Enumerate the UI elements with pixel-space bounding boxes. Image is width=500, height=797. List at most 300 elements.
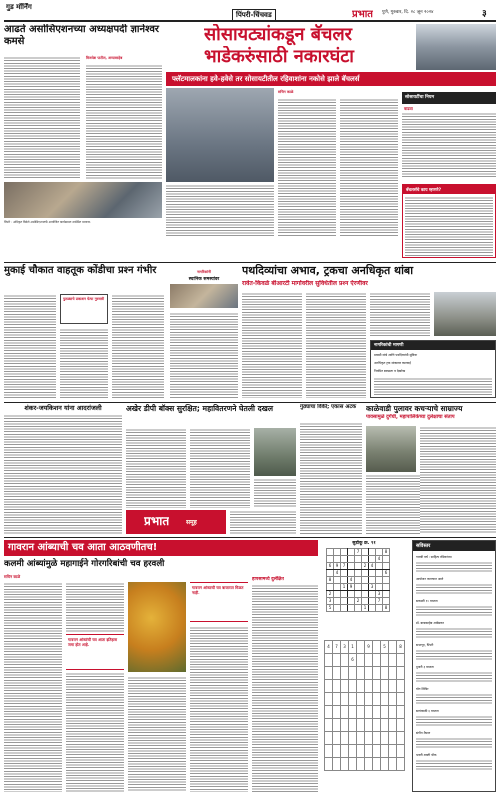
mango-photo (128, 582, 186, 672)
masthead-rule (4, 20, 496, 22)
sudoku-cell: 4 (376, 556, 383, 563)
event-item: सकाळी १० वाजता (416, 599, 438, 603)
answer-cell (397, 745, 405, 758)
sudoku-cell (383, 563, 390, 570)
sudoku-cell: 2 (327, 591, 334, 598)
answer-cell (349, 680, 357, 693)
answer-cell (341, 680, 349, 693)
answer-cell (381, 706, 389, 719)
answer-cell (373, 706, 381, 719)
ravet-road-photo (434, 292, 496, 336)
answer-cell (357, 680, 365, 693)
mukai-body-col1 (4, 294, 56, 398)
mango-body-col5 (252, 584, 318, 792)
sudoku-cell: 8 (383, 549, 390, 556)
answer-cell (325, 706, 333, 719)
sudoku-cell (341, 549, 348, 556)
answer-cell: 9 (365, 641, 373, 654)
answer-cell: 3 (341, 641, 349, 654)
answer-cell (389, 745, 397, 758)
sudoku-puzzle (322, 540, 406, 630)
sudoku-row (327, 556, 390, 563)
story-association-kicker: विजयेश पाटील, अप्पासाहेब (86, 56, 123, 60)
sudoku-row (327, 549, 390, 556)
association-group-photo (4, 182, 162, 218)
lead-byline: सचिन काळे (278, 90, 294, 94)
sudoku-cell (369, 577, 376, 584)
needs-title: नागरिकांची मागणी (374, 343, 404, 348)
answer-cell (381, 745, 389, 758)
sudoku-cell (376, 584, 383, 591)
answer-cell (365, 693, 373, 706)
event-item-body (416, 605, 492, 617)
answer-cell: 4 (325, 641, 333, 654)
lead-body-col1 (278, 98, 336, 236)
answer-cell (357, 693, 365, 706)
sudoku-cell (341, 598, 348, 605)
answer-cell (349, 706, 357, 719)
sudoku-cell (362, 591, 369, 598)
prabhat-logo-text: प्रभात (144, 514, 170, 528)
sudoku-cell: 9 (348, 584, 355, 591)
sudoku-cell: 2 (362, 563, 369, 570)
bachelor-opinion-box (402, 184, 496, 258)
lead-buildings-photo (416, 24, 496, 70)
mango-headline: गावरान आंब्याची चव आता आठवणीतच! (8, 542, 158, 553)
sudoku-cell: 7 (376, 598, 383, 605)
answer-cell (325, 654, 333, 667)
answer-cell: 6 (349, 654, 357, 667)
sudoku-cell (341, 556, 348, 563)
kalewadi-body-col1 (366, 474, 428, 534)
answer-row (325, 667, 405, 680)
sudoku-row (327, 591, 390, 598)
sudoku-cell (376, 570, 383, 577)
answer-cell (397, 667, 405, 680)
center-small-head: स्थानिक समस्यांवर (188, 277, 220, 282)
answer-cell (341, 706, 349, 719)
sudoku-cell (362, 577, 369, 584)
sudoku-cell: 7 (355, 549, 362, 556)
sudoku-cell (355, 563, 362, 570)
answer-cell (333, 693, 341, 706)
sudoku-cell (355, 577, 362, 584)
story-kalewadi (366, 404, 496, 536)
sudoku-cell (327, 584, 334, 591)
answer-grid-table (324, 640, 405, 771)
event-item: आयोजन करण्यात आले (416, 577, 444, 581)
sudoku-cell (348, 591, 355, 598)
lead-inset-label (402, 92, 496, 104)
kalewadi-headline: काळेवाडी पुलावर कचऱ्याचे साम्राज्य (366, 404, 463, 413)
lead-headline-line1: सोसायट्यांकडून बॅचलर (204, 24, 353, 45)
answer-cell (325, 732, 333, 745)
sudoku-cell: 7 (341, 563, 348, 570)
answer-cell (349, 758, 357, 771)
story-association-body-col2 (86, 64, 162, 180)
sudoku-cell (383, 577, 390, 584)
divider-mid (4, 402, 496, 403)
answer-cell (389, 706, 397, 719)
sudoku-cell (369, 556, 376, 563)
sudoku-cell (369, 598, 376, 605)
answer-cell (397, 654, 405, 667)
answer-cell (357, 706, 365, 719)
event-item-body (416, 671, 492, 683)
answer-row (325, 693, 405, 706)
sudoku-cell (369, 549, 376, 556)
lead-subheadline-bar (166, 72, 496, 86)
sudoku-row (327, 563, 390, 570)
answer-cell (373, 680, 381, 693)
answer-cell (333, 719, 341, 732)
divider-top (4, 262, 496, 263)
divider-bottom (4, 537, 496, 538)
prabhat-logo-sub: समूह (186, 519, 197, 526)
story-association (4, 24, 162, 232)
section-center-label: पिंपरी-चिंचवड (232, 9, 276, 22)
event-item-body (416, 693, 492, 705)
kalewadi-body-col2 (420, 426, 496, 534)
sudoku-row (327, 584, 390, 591)
kalewadi-subheadline: पावसामुळे दुर्गंधी, महापालिकेच्या दुर्लक्षाचा संताप (366, 414, 455, 420)
answer-cell (381, 693, 389, 706)
sudoku-cell: 3 (376, 591, 383, 598)
sudoku-cell (341, 577, 348, 584)
shankar-headline: शंकर-जयकिशन यांना आदरांजली (24, 404, 102, 412)
answer-cell (389, 667, 397, 680)
answer-cell (341, 654, 349, 667)
ravet-body-col3 (370, 292, 430, 336)
sudoku-cell (369, 570, 376, 577)
center-small-photo (170, 284, 238, 308)
mukai-sub-box (60, 294, 108, 324)
needs-item: प्रवासी थांबे आणि पथदिव्यांची सुविधा (374, 353, 418, 357)
answer-cell (357, 654, 365, 667)
story-association-body-col1 (4, 56, 80, 180)
event-item-body (416, 627, 492, 639)
answer-row (325, 758, 405, 771)
brand-logo: प्रभात (352, 9, 374, 20)
sudoku-cell (355, 570, 362, 577)
sudoku-cell: 4 (334, 570, 341, 577)
story-mukai (4, 264, 166, 400)
mango-quote-1-text: गावरान आंब्यांची चव आता इतिहास जमा होत आहे. (68, 637, 118, 648)
mango-byline: सचिन काळे (4, 574, 21, 579)
sudoku-cell (383, 584, 390, 591)
needs-box-body (374, 377, 492, 395)
answer-cell (389, 654, 397, 667)
needs-item: अनधिकृत ट्रक थांब्यावर कारवाई (374, 361, 411, 365)
sudoku-cell: 4 (369, 563, 376, 570)
sudoku-cell (334, 605, 341, 612)
events-box (412, 540, 496, 792)
answer-cell (397, 719, 405, 732)
lead-headline-line2: भाडेकरुंसाठी नकारघंटा (204, 46, 354, 67)
mango-body-col2b (66, 672, 124, 792)
sudoku-cell: 5 (327, 605, 334, 612)
event-item: गायत्री वर्ष : साहित्य रसिकांच्या (416, 555, 452, 559)
section-left-label: गुड मॉर्निंग (6, 3, 32, 11)
event-item: सायंकाळी ६ वाजता (416, 709, 439, 713)
answer-cell (341, 732, 349, 745)
sudoku-cell (376, 577, 383, 584)
answer-cell (381, 654, 389, 667)
sudoku-cell: 9 (334, 563, 341, 570)
dp-box-photo (254, 428, 296, 476)
answer-row (325, 706, 405, 719)
mukai-sub-box-text: पुतळ्याचे प्रकाशन येत्या गुरुवारी (63, 297, 105, 301)
answer-cell (373, 719, 381, 732)
sudoku-cell: 6 (327, 563, 334, 570)
page-number: ३ (482, 9, 487, 19)
answer-cell (365, 745, 373, 758)
sudoku-cell: 1 (362, 605, 369, 612)
sudoku-cell (341, 570, 348, 577)
sudoku-cell (355, 591, 362, 598)
answer-cell (325, 745, 333, 758)
sudoku-cell (348, 549, 355, 556)
sudoku-cell (362, 556, 369, 563)
answer-cell (341, 745, 349, 758)
sudoku-cell (348, 570, 355, 577)
shankar-body (4, 414, 122, 534)
dateline: पुणे, गुरुवार, दि. २८ जून २०२४ (382, 10, 434, 15)
answer-cell (341, 758, 349, 771)
story-guntha (300, 404, 362, 536)
answer-cell (373, 667, 381, 680)
sudoku-cell (348, 563, 355, 570)
answer-cell (349, 732, 357, 745)
mango-body-col3 (128, 676, 186, 792)
mukai-headline: मुकाई चौकात वाहतूक कोंडीचा प्रश्‍न गंभीर (4, 265, 157, 276)
sudoku-cell (334, 556, 341, 563)
answer-cell (349, 667, 357, 680)
event-item: सभागृह, पिंपरी (416, 643, 434, 647)
answer-cell (397, 680, 405, 693)
answer-cell (349, 745, 357, 758)
answer-cell (389, 680, 397, 693)
answer-row (325, 719, 405, 732)
guntha-body (300, 422, 362, 534)
lead-inset-sub: वाढवा (404, 106, 413, 111)
answer-cell (373, 693, 381, 706)
ravet-subheadline: रावेत-किवळे बीआरटी मार्गावरील सुविधेतील प्रश्‍न ऐरणीवर (242, 280, 368, 287)
answer-cell: 7 (333, 641, 341, 654)
answer-cell (357, 667, 365, 680)
needs-title-bar (371, 341, 495, 350)
answer-cell: 1 (349, 641, 357, 654)
bachelor-box-title: बॅचलर्सचे काय म्हणणे? (406, 187, 441, 192)
sudoku-cell (362, 549, 369, 556)
mukai-body-col2 (60, 328, 108, 398)
sudoku-cell (369, 591, 376, 598)
answer-cell (357, 719, 365, 732)
answer-cell (389, 719, 397, 732)
sudoku-cell (362, 584, 369, 591)
answer-cell (325, 680, 333, 693)
answer-cell (365, 719, 373, 732)
answer-cell (341, 719, 349, 732)
answer-cell (397, 706, 405, 719)
sudoku-cell (355, 605, 362, 612)
event-item: संगीत मैफल (416, 731, 431, 735)
sudoku-cell (334, 549, 341, 556)
answer-cell (381, 732, 389, 745)
answer-cell (333, 758, 341, 771)
sudoku-cell: 1 (341, 584, 348, 591)
answer-cell (373, 745, 381, 758)
answer-cell (333, 732, 341, 745)
sudoku-cell (376, 605, 383, 612)
sudoku-row (327, 577, 390, 584)
dp-box-body-col1 (126, 428, 186, 508)
answer-cell (365, 706, 373, 719)
answer-cell (333, 745, 341, 758)
event-item: भक्ती शक्ती चौक (416, 753, 437, 757)
sudoku-cell (334, 598, 341, 605)
sudoku-cell: 2 (355, 598, 362, 605)
answer-cell (365, 758, 373, 771)
answer-cell (325, 693, 333, 706)
answer-cell (365, 680, 373, 693)
lead-body-col2 (340, 98, 398, 236)
center-small-body (170, 312, 238, 398)
needs-item: नियमित स्वच्छता व देखरेख (374, 369, 406, 373)
answer-cell (397, 758, 405, 771)
answer-cell (381, 719, 389, 732)
answer-grid (322, 640, 410, 790)
story-shankar (4, 404, 122, 536)
bachelor-box-title-bar (403, 185, 495, 194)
sudoku-cell (327, 549, 334, 556)
mango-quote-2-text: गावरान आंब्याची चव बाजारात मिळत नाही. (192, 585, 244, 596)
event-item-body (416, 649, 492, 661)
dp-box-body-col3 (254, 478, 296, 508)
ravet-headline: पथदिव्यांचा अभाव, ट्रकचा अनधिकृत थांबा (242, 264, 414, 277)
mango-right-title: हापसामध्ये दुर्लक्षित (252, 577, 284, 582)
answer-cell (333, 706, 341, 719)
events-title-bar (413, 541, 495, 551)
sudoku-cell (334, 577, 341, 584)
sudoku-cell (334, 584, 341, 591)
lead-body-col0 (166, 184, 274, 236)
sudoku-cell (369, 605, 376, 612)
story-ravet (242, 264, 496, 400)
citizen-needs-box (370, 340, 496, 398)
answer-cell (357, 745, 365, 758)
mango-subheadline: कलमी आंब्यांमुळे महागाईने गोरगरिबांची चव हरवली (4, 559, 165, 569)
story-center-small (170, 270, 238, 400)
answer-cell: 5 (381, 641, 389, 654)
guntha-headline: गुंठ्याचा विकी; एकास अटक (300, 404, 357, 410)
answer-cell (365, 667, 373, 680)
sudoku-row (327, 570, 390, 577)
answer-cell (357, 732, 365, 745)
answer-cell (349, 693, 357, 706)
answer-cell (381, 680, 389, 693)
answer-cell (389, 758, 397, 771)
sudoku-cell: 3 (327, 598, 334, 605)
story-dp-box (126, 404, 296, 536)
mukai-body-col3 (112, 294, 164, 398)
mango-quote-2 (190, 582, 248, 622)
sudoku-cell (334, 591, 341, 598)
events-list (416, 555, 494, 789)
sudoku-cell (348, 556, 355, 563)
answer-cell (365, 654, 373, 667)
lead-society-photo (166, 88, 274, 182)
mango-headline-bar (4, 540, 318, 556)
mango-body-col1 (4, 582, 62, 792)
prabhat-logo-box (126, 510, 226, 534)
dp-box-body-col4 (230, 510, 296, 534)
sudoku-title: सुडोकू क्र. ९१ (352, 541, 376, 546)
event-item-body (416, 715, 492, 727)
ravet-body-col2 (306, 292, 366, 398)
association-photo-caption: पिंपरी : अधिकृत विक्रेते असोसिएशनतर्फे आयोजित कार्यक्रमात उपस्थित मान्यवर. (4, 220, 92, 224)
answer-cell (341, 667, 349, 680)
ravet-body-col1 (242, 292, 302, 398)
answer-cell (389, 732, 397, 745)
sudoku-grid (326, 548, 390, 612)
sudoku-cell (327, 570, 334, 577)
answer-cell (333, 667, 341, 680)
event-item: डॉ. बाबासाहेब आंबेडकर (416, 621, 444, 625)
answer-cell (373, 758, 381, 771)
mango-quote-1 (66, 634, 124, 670)
mango-body-col2 (66, 582, 124, 632)
answer-cell (333, 654, 341, 667)
answer-row (325, 680, 405, 693)
event-item-body (416, 561, 492, 573)
lead-subheadline: फ्लॅटमालकांना हवे-हवेसे तर सोसायटीतील रहिवाशांना नकोसे झाले बॅचलर्स (172, 75, 360, 83)
answer-cell (397, 693, 405, 706)
kalewadi-garbage-photo (366, 426, 416, 472)
sudoku-cell (341, 605, 348, 612)
answer-row (325, 654, 405, 667)
answer-cell (357, 758, 365, 771)
sudoku-row (327, 598, 390, 605)
answer-cell (373, 641, 381, 654)
sudoku-cell (327, 556, 334, 563)
sudoku-cell (341, 591, 348, 598)
answer-row (325, 745, 405, 758)
center-small-kicker: नागरिकांनी (197, 270, 211, 274)
event-item-body (416, 737, 492, 749)
answer-cell (325, 667, 333, 680)
event-item: योग शिबिर (416, 687, 429, 691)
sudoku-cell (362, 598, 369, 605)
sudoku-cell (376, 563, 383, 570)
answer-cell (381, 758, 389, 771)
sudoku-cell: 8 (327, 577, 334, 584)
answer-cell (349, 719, 357, 732)
event-item: दुपारी ३ वाजता (416, 665, 434, 669)
sudoku-cell (383, 591, 390, 598)
sudoku-cell: 8 (383, 605, 390, 612)
answer-cell (357, 641, 365, 654)
sudoku-row (327, 605, 390, 612)
sudoku-cell (348, 605, 355, 612)
answer-cell (341, 693, 349, 706)
sudoku-cell (383, 598, 390, 605)
answer-cell (365, 732, 373, 745)
mango-story (4, 540, 318, 794)
sudoku-cell: 6 (383, 570, 390, 577)
answer-cell (333, 680, 341, 693)
sudoku-cell (355, 584, 362, 591)
